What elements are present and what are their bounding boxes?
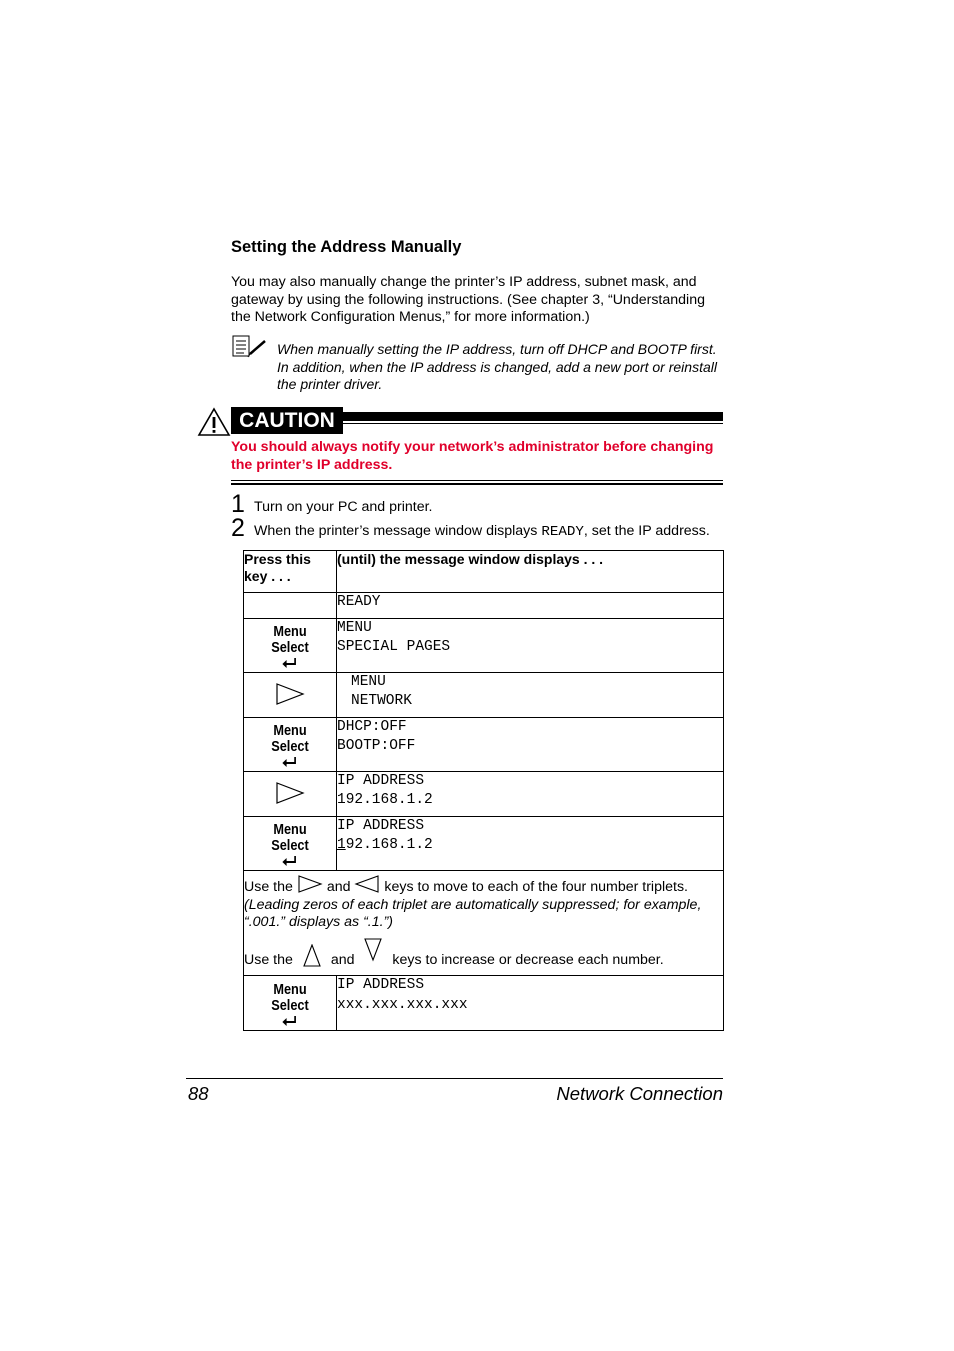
inline-code: READY xyxy=(541,524,584,540)
display-cell: DHCP:OFF BOOTP:OFF xyxy=(337,718,724,772)
header-display: (until) the message window displays . . . xyxy=(337,551,724,593)
header-key: Press this key . . . xyxy=(244,551,337,593)
menu-select-key-icon: Menu Select xyxy=(251,619,329,672)
down-arrow-icon xyxy=(358,938,388,962)
warning-triangle-icon xyxy=(197,407,231,437)
caution-rule-bottom xyxy=(231,483,723,485)
up-arrow-icon xyxy=(297,944,327,968)
display-cell: IP ADDRESS 192.168.1.2 xyxy=(337,772,724,817)
key-cell-empty xyxy=(244,593,337,619)
enter-arrow-icon xyxy=(282,856,297,866)
instructions-cell: Use the and keys to move to each of the four number triplets. (Leading zeros of each triplet are automatically suppressed; for example, “.001.” displays as “.1.”) Use the and keys to increase or decrease each number. xyxy=(244,871,724,976)
left-arrow-icon xyxy=(354,875,380,895)
display-cell: MENU NETWORK xyxy=(337,673,724,718)
key-cell xyxy=(244,619,337,673)
key-cell xyxy=(244,976,337,1031)
display-cell: IP ADDRESS xxx.xxx.xxx.xxx xyxy=(337,976,724,1031)
chapter-title: Network Connection xyxy=(556,1083,723,1104)
step-text: Turn on your PC and printer. xyxy=(254,499,433,515)
page-number: 88 xyxy=(188,1083,209,1104)
enter-arrow-icon xyxy=(282,658,297,668)
menu-select-key-icon: Menu Select xyxy=(251,817,329,870)
caution-rule-top xyxy=(231,480,723,481)
table-row xyxy=(244,772,724,817)
step-number: 2 xyxy=(231,514,245,542)
caution-bar xyxy=(343,412,723,421)
display-cell: READY xyxy=(337,593,724,619)
section-heading: Setting the Address Manually xyxy=(231,238,462,256)
menu-select-key-icon: Menu Select xyxy=(251,976,329,1030)
caution-text: You should always notify your network’s administrator before changing the printer’s IP address. xyxy=(231,439,714,473)
right-arrow-key-icon xyxy=(275,782,305,804)
enter-arrow-icon xyxy=(282,1016,297,1026)
table-row xyxy=(244,976,724,1031)
table-row xyxy=(244,817,724,871)
intro-paragraph: You may also manually change the printer’s IP address, subnet mask, and gateway by using the following instructions. (See chapter 3, “Understanding the Network Configuration Menus,” for more information.) xyxy=(231,274,705,325)
table-row xyxy=(244,593,724,619)
enter-arrow-icon xyxy=(282,757,297,767)
key-cell xyxy=(244,817,337,871)
step-number: 1 xyxy=(231,490,245,518)
right-arrow-icon xyxy=(297,875,323,895)
key-sequence-table xyxy=(243,550,724,1031)
table-row xyxy=(244,619,724,673)
note-text: When manually setting the IP address, turn off DHCP and BOOTP first. In addition, when the IP address is changed, add a new port or reinstall the printer driver. xyxy=(277,341,717,392)
table-header-row xyxy=(244,551,724,593)
right-arrow-key-icon xyxy=(275,683,305,705)
key-cell xyxy=(244,772,337,817)
cursor-digit: 1 xyxy=(337,837,346,853)
menu-select-key-icon: Menu Select xyxy=(251,718,329,771)
note-pencil-icon xyxy=(232,335,268,359)
instructions-note: (Leading zeros of each triplet are automatically suppressed; for example, “.001.” displays as “.1.”) xyxy=(244,896,702,930)
step-text: When the printer’s message window displays READY, set the IP address. xyxy=(254,523,710,540)
caution-label: CAUTION xyxy=(231,407,343,434)
key-cell xyxy=(244,718,337,772)
table-row xyxy=(244,673,724,718)
footer-rule xyxy=(186,1078,723,1079)
display-cell: MENU SPECIAL PAGES xyxy=(337,619,724,673)
key-cell xyxy=(244,673,337,718)
table-row xyxy=(244,718,724,772)
display-cell: IP ADDRESS 192.168.1.2 xyxy=(337,817,724,871)
caution-bar-thin xyxy=(343,423,723,424)
instructions-row xyxy=(244,871,724,976)
